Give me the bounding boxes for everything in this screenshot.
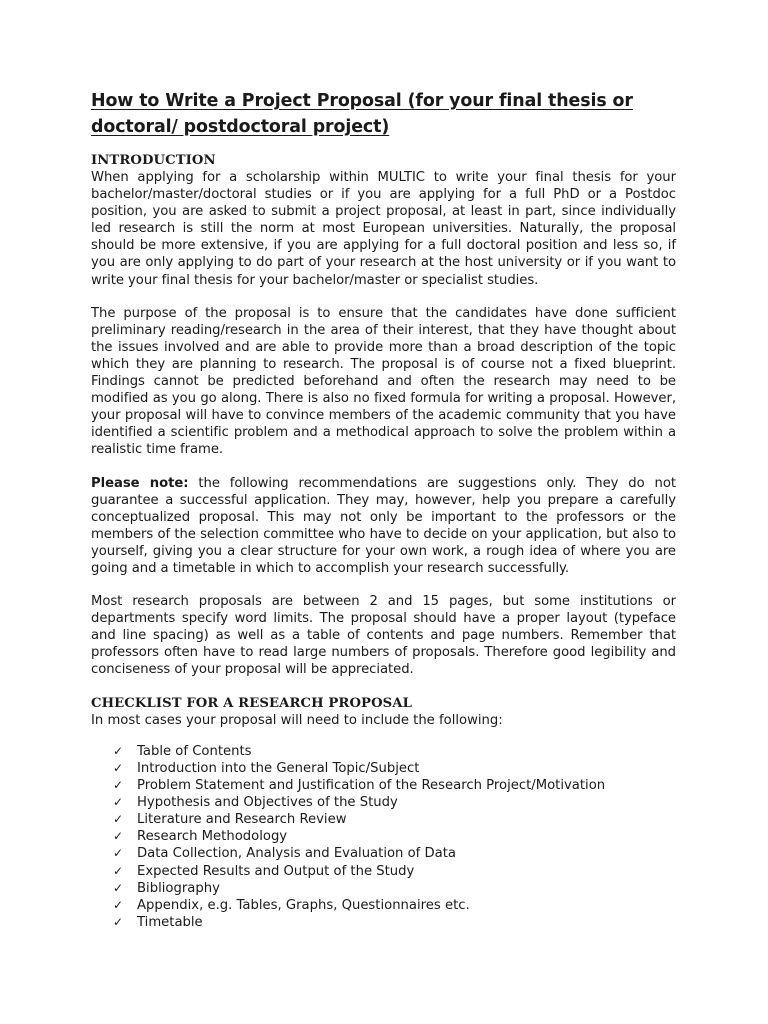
checklist-item: ✓ Introduction into the General Topic/Subject <box>113 760 420 776</box>
checklist <box>91 743 676 932</box>
document-title <box>91 88 676 140</box>
checklist-item: ✓ Appendix, e.g. Tables, Graphs, Questionnaires etc. <box>113 897 470 913</box>
title-line-2: doctoral/ postdoctoral project) <box>91 117 390 137</box>
intro-paragraph-4: Most research proposals are between 2 and 15 pages, but some institutions or departments specify word limits. The proposal should have a proper layout (typeface and line spacing) as well as a table of contents and page numbers. Remember that professors often have to read large numbers of proposals. Therefore good legibility and conciseness of your proposal will be appreciated. <box>91 594 676 678</box>
document-page <box>91 88 676 931</box>
please-note-label: Please note: <box>91 475 189 491</box>
please-note-paragraph <box>91 475 676 578</box>
introduction-heading: INTRODUCTION <box>91 153 216 168</box>
intro-paragraph-2: The purpose of the proposal is to ensure that the candidates have done sufficient preliminary reading/research in the area of their interest, that they have thought about the issues involved and are able to provide more than a broad description of the topic which they are planning to research. The proposal is of course not a fixed blueprint. Findings cannot be predicted beforehand and often the research may need to be modified as you go along. There is also no fixed formula for writing a proposal. However, your proposal will have to convince members of the academic community that you have identified a scientific problem and a methodical approach to solve the problem within a realistic time frame. <box>91 305 676 458</box>
please-note-text: the following recommendations are suggestions only. They do not guarantee a successful application. They may, however, help you prepare a carefully conceptualized proposal. This may not only be important to the professors or the members of the selection committee who have to decide on your application, but also to yourself, giving you a clear structure for your own work, a rough idea of where you are going and a timetable in which to accomplish your research successfully. <box>91 475 676 576</box>
checklist-heading: CHECKLIST FOR A RESEARCH PROPOSAL <box>91 695 412 711</box>
check-icon: ✓ <box>113 829 124 844</box>
intro-paragraph-1: When applying for a scholarship within MULTIC to write your final thesis for your bachelor/master/doctoral studies or if you are applying for a full PhD or a Postdoc position, you are asked to submit a project proposal, at least in part, since individually led research is still the norm at most European universities. Naturally, the proposal should be more extensive, if you are applying for a full doctoral position and less so, if you are only applying to do part of your research at the host university or if you want to write your final thesis for your bachelor/master or specialist studies. <box>91 170 676 288</box>
checklist-item: ✓ Timetable <box>113 915 203 931</box>
checklist-item: ✓ Hypothesis and Objectives of the Study <box>113 795 398 810</box>
check-icon: ✓ <box>113 795 124 809</box>
checklist-item: ✓ Table of Contents <box>113 743 252 759</box>
check-icon: ✓ <box>113 760 124 775</box>
check-icon: ✓ <box>113 915 124 930</box>
check-icon: ✓ <box>113 880 124 895</box>
checklist-item: ✓ Bibliography <box>113 880 220 896</box>
checklist-item: ✓ Problem Statement and Justification of the Research Project/Motivation <box>113 777 606 793</box>
check-icon: ✓ <box>113 863 124 878</box>
check-icon: ✓ <box>113 846 124 861</box>
check-icon: ✓ <box>113 812 124 827</box>
title-line-1: How to Write a Project Proposal (for your final thesis or <box>91 91 633 111</box>
checklist-item: ✓ Research Methodology <box>113 829 288 845</box>
checklist-lead: In most cases your proposal will need to include the following: <box>91 712 503 728</box>
check-icon: ✓ <box>113 743 124 758</box>
checklist-item: ✓ Data Collection, Analysis and Evaluation of Data <box>113 846 456 862</box>
checklist-item: ✓ Expected Results and Output of the Study <box>113 863 415 879</box>
check-icon: ✓ <box>113 777 124 792</box>
checklist-item: ✓ Literature and Research Review <box>113 812 347 828</box>
check-icon: ✓ <box>113 897 124 912</box>
